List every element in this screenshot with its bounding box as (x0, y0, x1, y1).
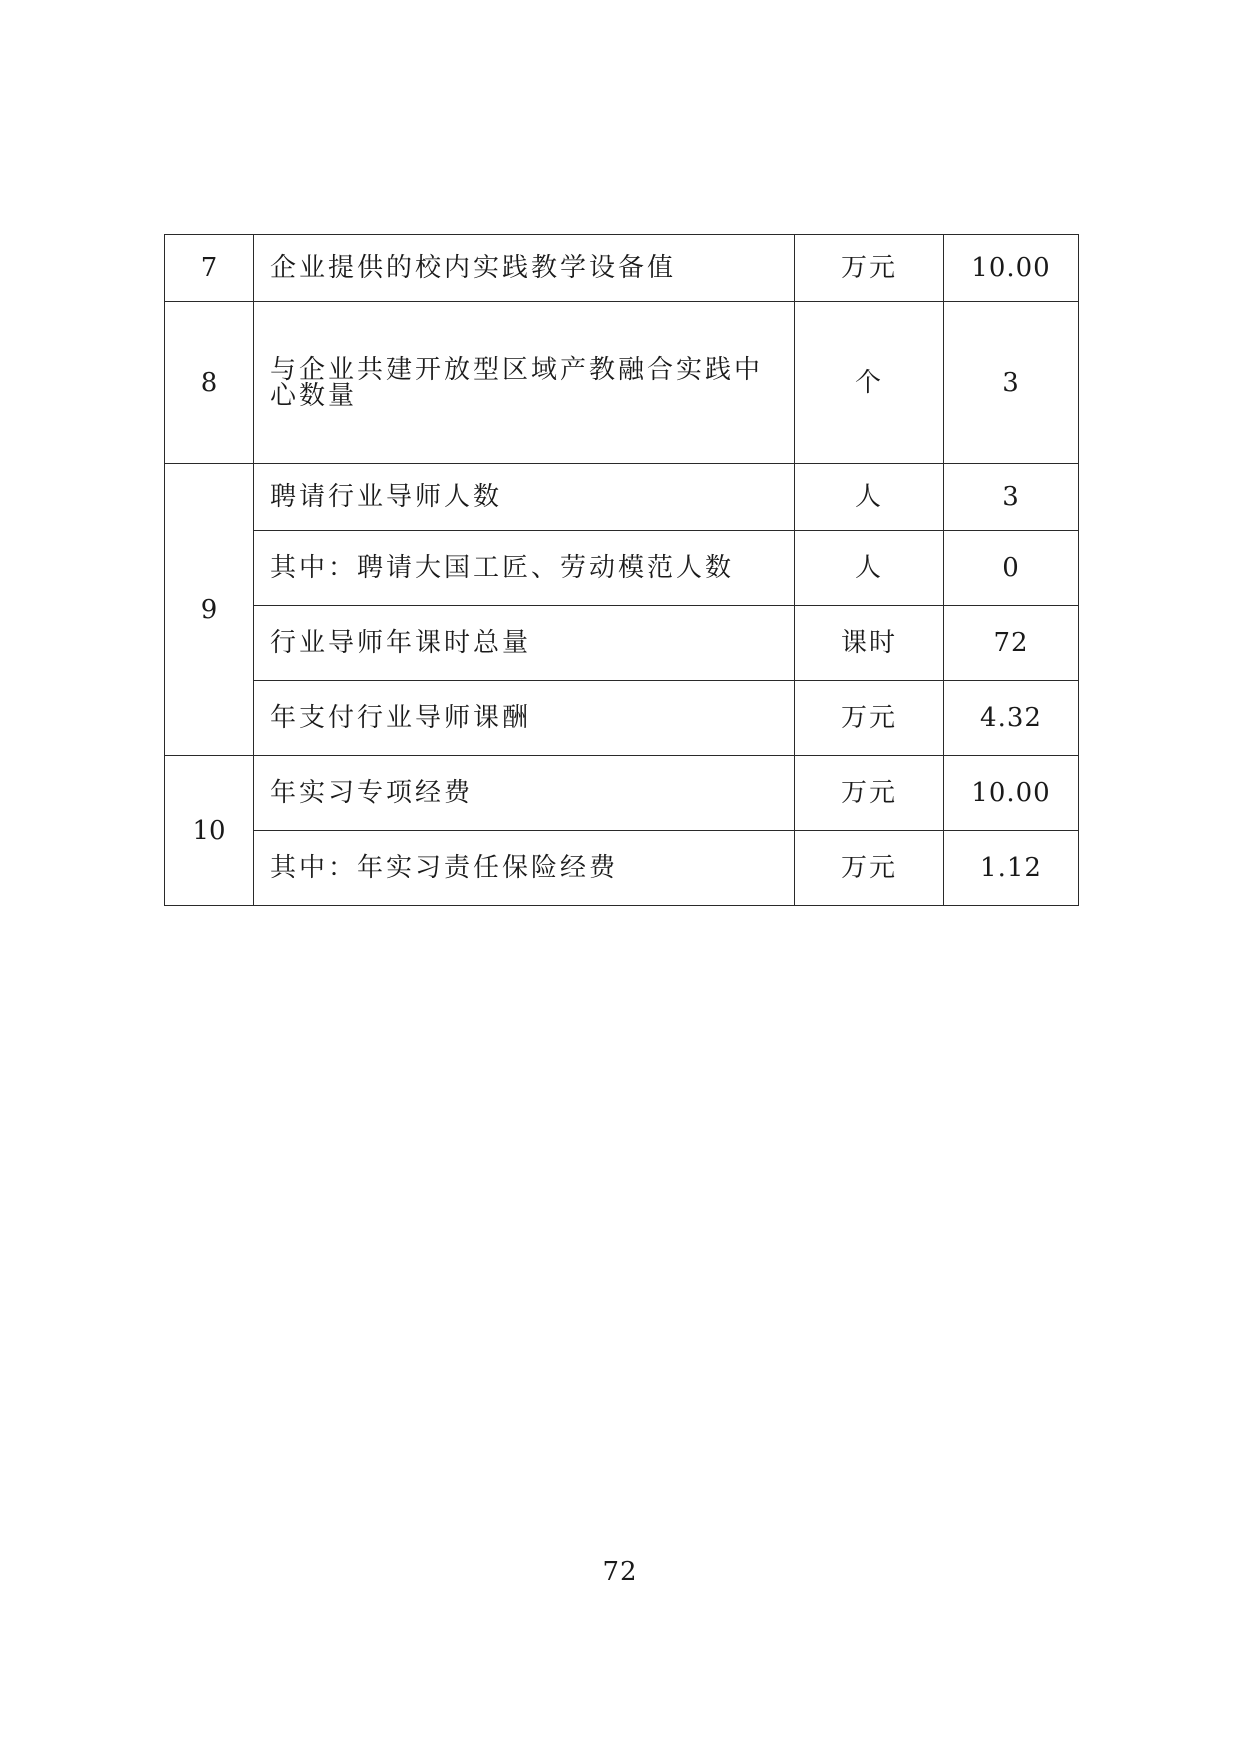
unit-cell: 课时 (795, 606, 944, 681)
item-cell: 其中：聘请大国工匠、劳动模范人数 (254, 531, 795, 606)
table-row (165, 681, 1079, 756)
item-cell: 行业导师年课时总量 (254, 606, 795, 681)
value-cell: 72 (944, 606, 1079, 681)
value-cell: 0 (944, 531, 1079, 606)
unit-cell: 人 (795, 531, 944, 606)
page-number: 72 (602, 1557, 638, 1587)
value-cell: 3 (944, 302, 1079, 464)
value-cell: 10.00 (944, 756, 1079, 831)
row-number-cell: 9 (165, 464, 254, 756)
unit-cell: 万元 (795, 235, 944, 302)
item-cell: 年支付行业导师课酬 (254, 681, 795, 756)
unit-cell: 万元 (795, 681, 944, 756)
unit-cell: 万元 (795, 831, 944, 906)
item-cell: 年实习专项经费 (254, 756, 795, 831)
value-cell: 3 (944, 464, 1079, 531)
item-cell: 与企业共建开放型区域产教融合实践中心数量 (254, 302, 795, 464)
unit-cell: 个 (795, 302, 944, 464)
table-row (165, 831, 1079, 906)
table-row (165, 464, 1079, 531)
item-cell: 聘请行业导师人数 (254, 464, 795, 531)
item-cell: 其中：年实习责任保险经费 (254, 831, 795, 906)
table-row (165, 302, 1079, 464)
table-row (165, 531, 1079, 606)
row-number-cell: 7 (165, 235, 254, 302)
value-cell: 10.00 (944, 235, 1079, 302)
table-row (165, 606, 1079, 681)
table-row (165, 756, 1079, 831)
data-table (164, 234, 1079, 906)
row-number-cell: 8 (165, 302, 254, 464)
value-cell: 4.32 (944, 681, 1079, 756)
unit-cell: 万元 (795, 756, 944, 831)
table-row (165, 235, 1079, 302)
unit-cell: 人 (795, 464, 944, 531)
row-number-cell: 10 (165, 756, 254, 906)
value-cell: 1.12 (944, 831, 1079, 906)
item-cell: 企业提供的校内实践教学设备值 (254, 235, 795, 302)
